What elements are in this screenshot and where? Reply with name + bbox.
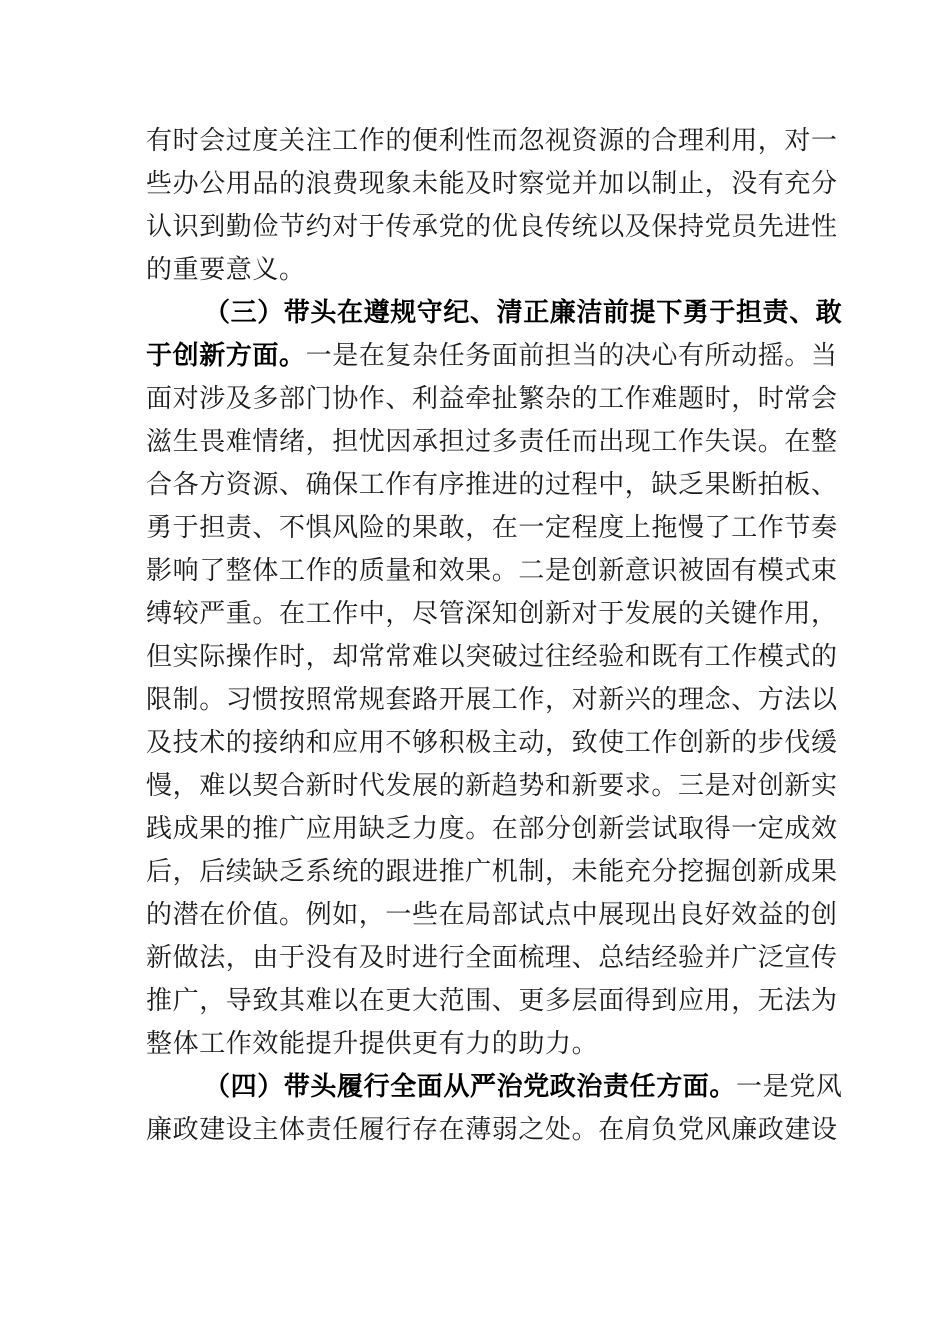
body-line: 但实际操作时，却常常难以突破过往经验和既有工作模式的 bbox=[146, 642, 838, 672]
section-heading-3: （三）带头在遵规守纪、清正廉洁前提下勇于担责、敢 bbox=[204, 298, 843, 328]
body-line: 的潜在价值。例如，一些在局部试点中展现出良好效益的创 bbox=[146, 900, 838, 930]
body-line: 影响了整体工作的质量和效果。二是创新意识被固有模式束 bbox=[146, 556, 838, 586]
body-line: 合各方资源、确保工作有序推进的过程中，缺乏果断拍板、 bbox=[146, 470, 838, 500]
body-line: 面对涉及多部门协作、利益牵扯繁杂的工作难题时，时常会 bbox=[146, 384, 838, 414]
body-line: 推广，导致其难以在更大范围、更多层面得到应用，无法为 bbox=[146, 986, 838, 1016]
body-line: 有时会过度关注工作的便利性而忽视资源的合理利用，对一 bbox=[146, 126, 838, 156]
body-line: 及技术的接纳和应用不够积极主动，致使工作创新的步伐缓 bbox=[146, 728, 838, 758]
body-line: 新做法，由于没有及时进行全面梳理、总结经验并广泛宣传 bbox=[146, 943, 838, 973]
body-line: 整体工作效能提升提供更有力的助力。 bbox=[146, 1029, 599, 1059]
body-line: 缚较严重。在工作中，尽管深知创新对于发展的关键作用， bbox=[146, 599, 838, 629]
body-line: 慢，难以契合新时代发展的新趋势和新要求。三是对创新实 bbox=[146, 771, 838, 801]
body-line: 践成果的推广应用缺乏力度。在部分创新尝试取得一定成效 bbox=[146, 814, 838, 844]
body-line: 些办公用品的浪费现象未能及时察觉并加以制止，没有充分 bbox=[146, 169, 838, 199]
body-line: 滋生畏难情绪，担忧因承担过多责任而出现工作失误。在整 bbox=[146, 427, 838, 457]
body-line: 后，后续缺乏系统的跟进推广机制，未能充分挖掘创新成果 bbox=[146, 857, 838, 887]
body-line: 廉政建设主体责任履行存在薄弱之处。在肩负党风廉政建设 bbox=[146, 1115, 838, 1145]
body-line: 的重要意义。 bbox=[146, 255, 306, 285]
body-line: 勇于担责、不惧风险的果敢，在一定程度上拖慢了工作节奏 bbox=[146, 513, 838, 543]
body-line: 认识到勤俭节约对于传承党的优良传统以及保持党员先进性 bbox=[146, 212, 838, 242]
body-line: 限制。习惯按照常规套路开展工作，对新兴的理念、方法以 bbox=[146, 685, 838, 715]
section-heading-4: （四）带头履行全面从严治党政治责任方面。一是党风 bbox=[204, 1072, 843, 1102]
body-line: 于创新方面。一是在复杂任务面前担当的决心有所动摇。当 bbox=[146, 341, 838, 371]
